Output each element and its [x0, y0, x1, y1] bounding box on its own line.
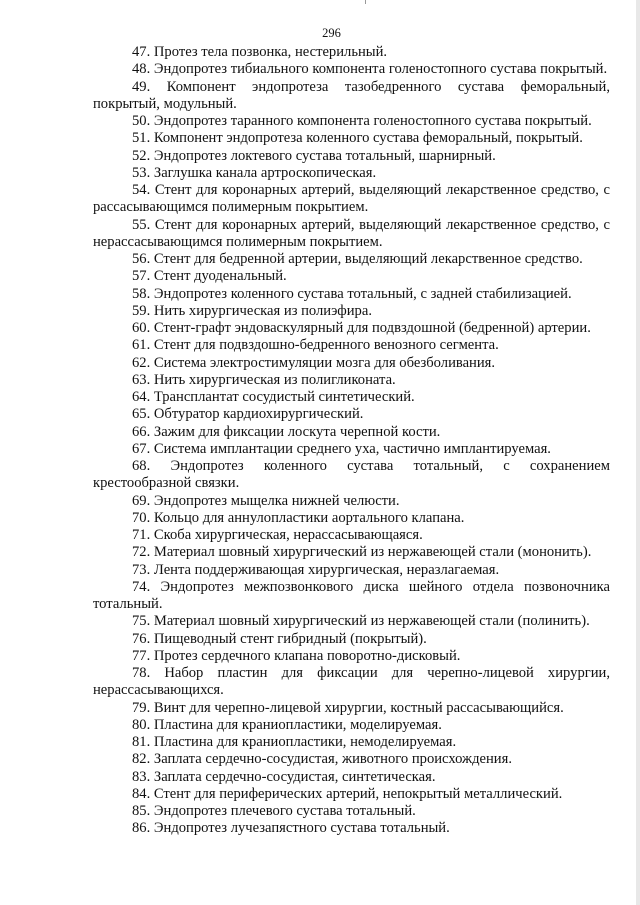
list-item: 76. Пищеводный стент гибридный (покрытый). [132, 630, 427, 647]
list-item: 54. Стент для коронарных артерий, выделяющий лекарственное средство, с рассасывающимся полимерным покрытием. [93, 182, 610, 216]
list-item: 48. Эндопротез тибиального компонента голеностопного сустава покрытый. [132, 61, 608, 78]
list-item: 80. Пластина для краниопластики, моделируемая. [132, 716, 442, 733]
list-item: 68. Эндопротез коленного сустава тотальный, с сохранением крестообразной связки. [93, 458, 610, 492]
list-item: 52. Эндопротез локтевого сустава тотальный, шарнирный. [132, 147, 496, 164]
list-item: 75. Материал шовный хирургический из нержавеющей стали (полинить). [132, 613, 590, 630]
list-item: 78. Набор пластин для фиксации для черепно-лицевой хирургии, нерассасывающихся. [93, 665, 610, 699]
list-item: 53. Заглушка канала артроскопическая. [132, 164, 377, 181]
scan-mark [365, 0, 366, 4]
list-item: 58. Эндопротез коленного сустава тотальный, с задней стабилизацией. [132, 285, 572, 302]
list-item: 86. Эндопротез лучезапястного сустава тотальный. [132, 820, 450, 837]
list-item: 81. Пластина для краниопластики, немоделируемая. [132, 734, 457, 750]
list-item: 73. Лента поддерживающая хирургическая, неразлагаемая. [132, 561, 500, 578]
list-item: 49. Компонент эндопротеза тазобедренного сустава феморальный, покрытый, модульный. [93, 78, 610, 112]
page-number: 296 [322, 26, 341, 40]
list-item: 69. Эндопротез мыщелка нижней челюсти. [132, 492, 400, 509]
list-item: 64. Трансплантат сосудистый синтетический. [132, 389, 415, 405]
list-item: 66. Зажим для фиксации лоскута черепной кости. [132, 423, 441, 440]
list-item: 71. Скоба хирургическая, нерассасывающаяся. [132, 527, 423, 543]
list-item: 85. Эндопротез плечевого сустава тотальный. [132, 803, 416, 819]
list-item: 60. Стент-графт эндоваскулярный для подвздошной (бедренной) артерии. [132, 320, 591, 336]
list-item: 74. Эндопротез межпозвонкового диска шейного отдела позвоночника тотальный. [93, 578, 610, 612]
list-item: 61. Стент для подвздошно-бедренного венозного сегмента. [132, 337, 499, 354]
list-item: 84. Стент для периферических артерий, непокрытый металлический. [132, 785, 563, 802]
list-item: 67. Система имплантации среднего уха, частично имплантируемая. [132, 440, 551, 457]
list-item: 47. Протез тела позвонка, нестерильный. [132, 44, 388, 60]
list-item: 65. Обтуратор кардиохирургический. [132, 406, 364, 423]
list-item: 72. Материал шовный хирургический из нержавеющей стали (мононить). [132, 544, 592, 561]
scan-edge [636, 0, 640, 905]
list-item: 77. Протез сердечного клапана поворотно-дисковый. [132, 647, 461, 664]
list-item: 57. Стент дуоденальный. [132, 268, 287, 285]
list-item: 51. Компонент эндопротеза коленного сустава феморальный, покрытый. [132, 130, 583, 147]
list-item: 82. Заплата сердечно-сосудистая, животного происхождения. [132, 751, 512, 768]
list-item: 70. Кольцо для аннулопластики аортального клапана. [132, 509, 465, 526]
list-item: 50. Эндопротез таранного компонента голеностопного сустава покрытый. [132, 113, 592, 129]
list-item: 56. Стент для бедренной артерии, выделяющий лекарственное средство. [132, 251, 583, 267]
list-item: 62. Система электростимуляции мозга для обезболивания. [132, 354, 496, 371]
list-item: 59. Нить хирургическая из полиэфира. [132, 302, 372, 319]
list-item: 83. Заплата сердечно-сосудистая, синтетическая. [132, 768, 436, 785]
list-item: 79. Винт для черепно-лицевой хирургии, костный рассасывающийся. [132, 699, 564, 716]
list-item: 63. Нить хирургическая из полигликоната. [132, 371, 396, 388]
list-item: 55. Стент для коронарных артерий, выделяющий лекарственное средство, с нерассасывающимся полимерным покрытием. [93, 216, 610, 250]
item-list [93, 44, 610, 838]
